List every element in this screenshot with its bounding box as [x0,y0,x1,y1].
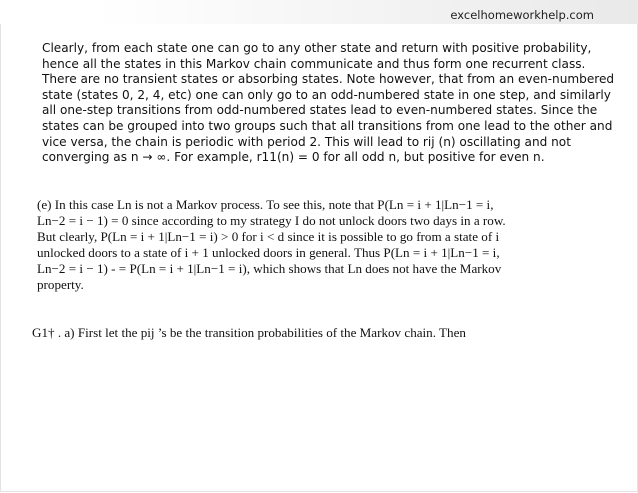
text-line: There are no transient states or absorbing states. Note however, that from an even-numbered [42,72,615,87]
text-line: hence all the states in this Markov chain communicate and thus form one recurrent class. [42,56,586,71]
paragraph-g1: G1† . a) First let the pij ’s be the transition probabilities of the Markov chain. Then [32,325,466,340]
text-line: Clearly, from each state one can go to any other state and return with positive probability, [42,41,592,55]
paragraph-e [37,197,617,292]
site-name: excelhomeworkhelp.com [450,8,594,22]
text-line: Ln−2 = i − 1) = 0 since according to my strategy I do not unlock doors two days in a row. [37,212,506,228]
text-line: property. [37,276,84,292]
text-line: But clearly, P(Ln = i + 1|Ln−1 = i) > 0 for i < d since it is possible to go from a state of i [37,228,500,244]
text-line: unlocked doors to a state of i + 1 unlocked doors in general. Thus P(Ln = i + 1|Ln−1 = i, [37,244,500,260]
text-line: vice versa, the chain is periodic with period 2. This will lead to rij (n) oscillating and not [42,134,571,149]
text-line: state (states 0, 2, 4, etc) one can only go to an odd-numbered state in one step, and similarly [42,87,611,102]
header-band [0,0,638,24]
text-line: states can be grouped into two groups such that all transitions from one lead to the other and [42,118,613,133]
text-line: Ln−2 = i − 1) - = P(Ln = i + 1|Ln−1 = i), which shows that Ln does not have the Markov [37,260,502,276]
text-line: (e) In this case Ln is not a Markov process. To see this, note that P(Ln = i + 1|Ln−1 = i, [37,197,494,212]
paragraph-markov-chain [42,41,615,166]
text-line: converging as n → ∞. For example, r11(n) = 0 for all odd n, but positive for even n. [42,150,545,165]
text-line: all one-step transitions from odd-numbered states lead to even-numbered states. Since the [42,103,598,118]
